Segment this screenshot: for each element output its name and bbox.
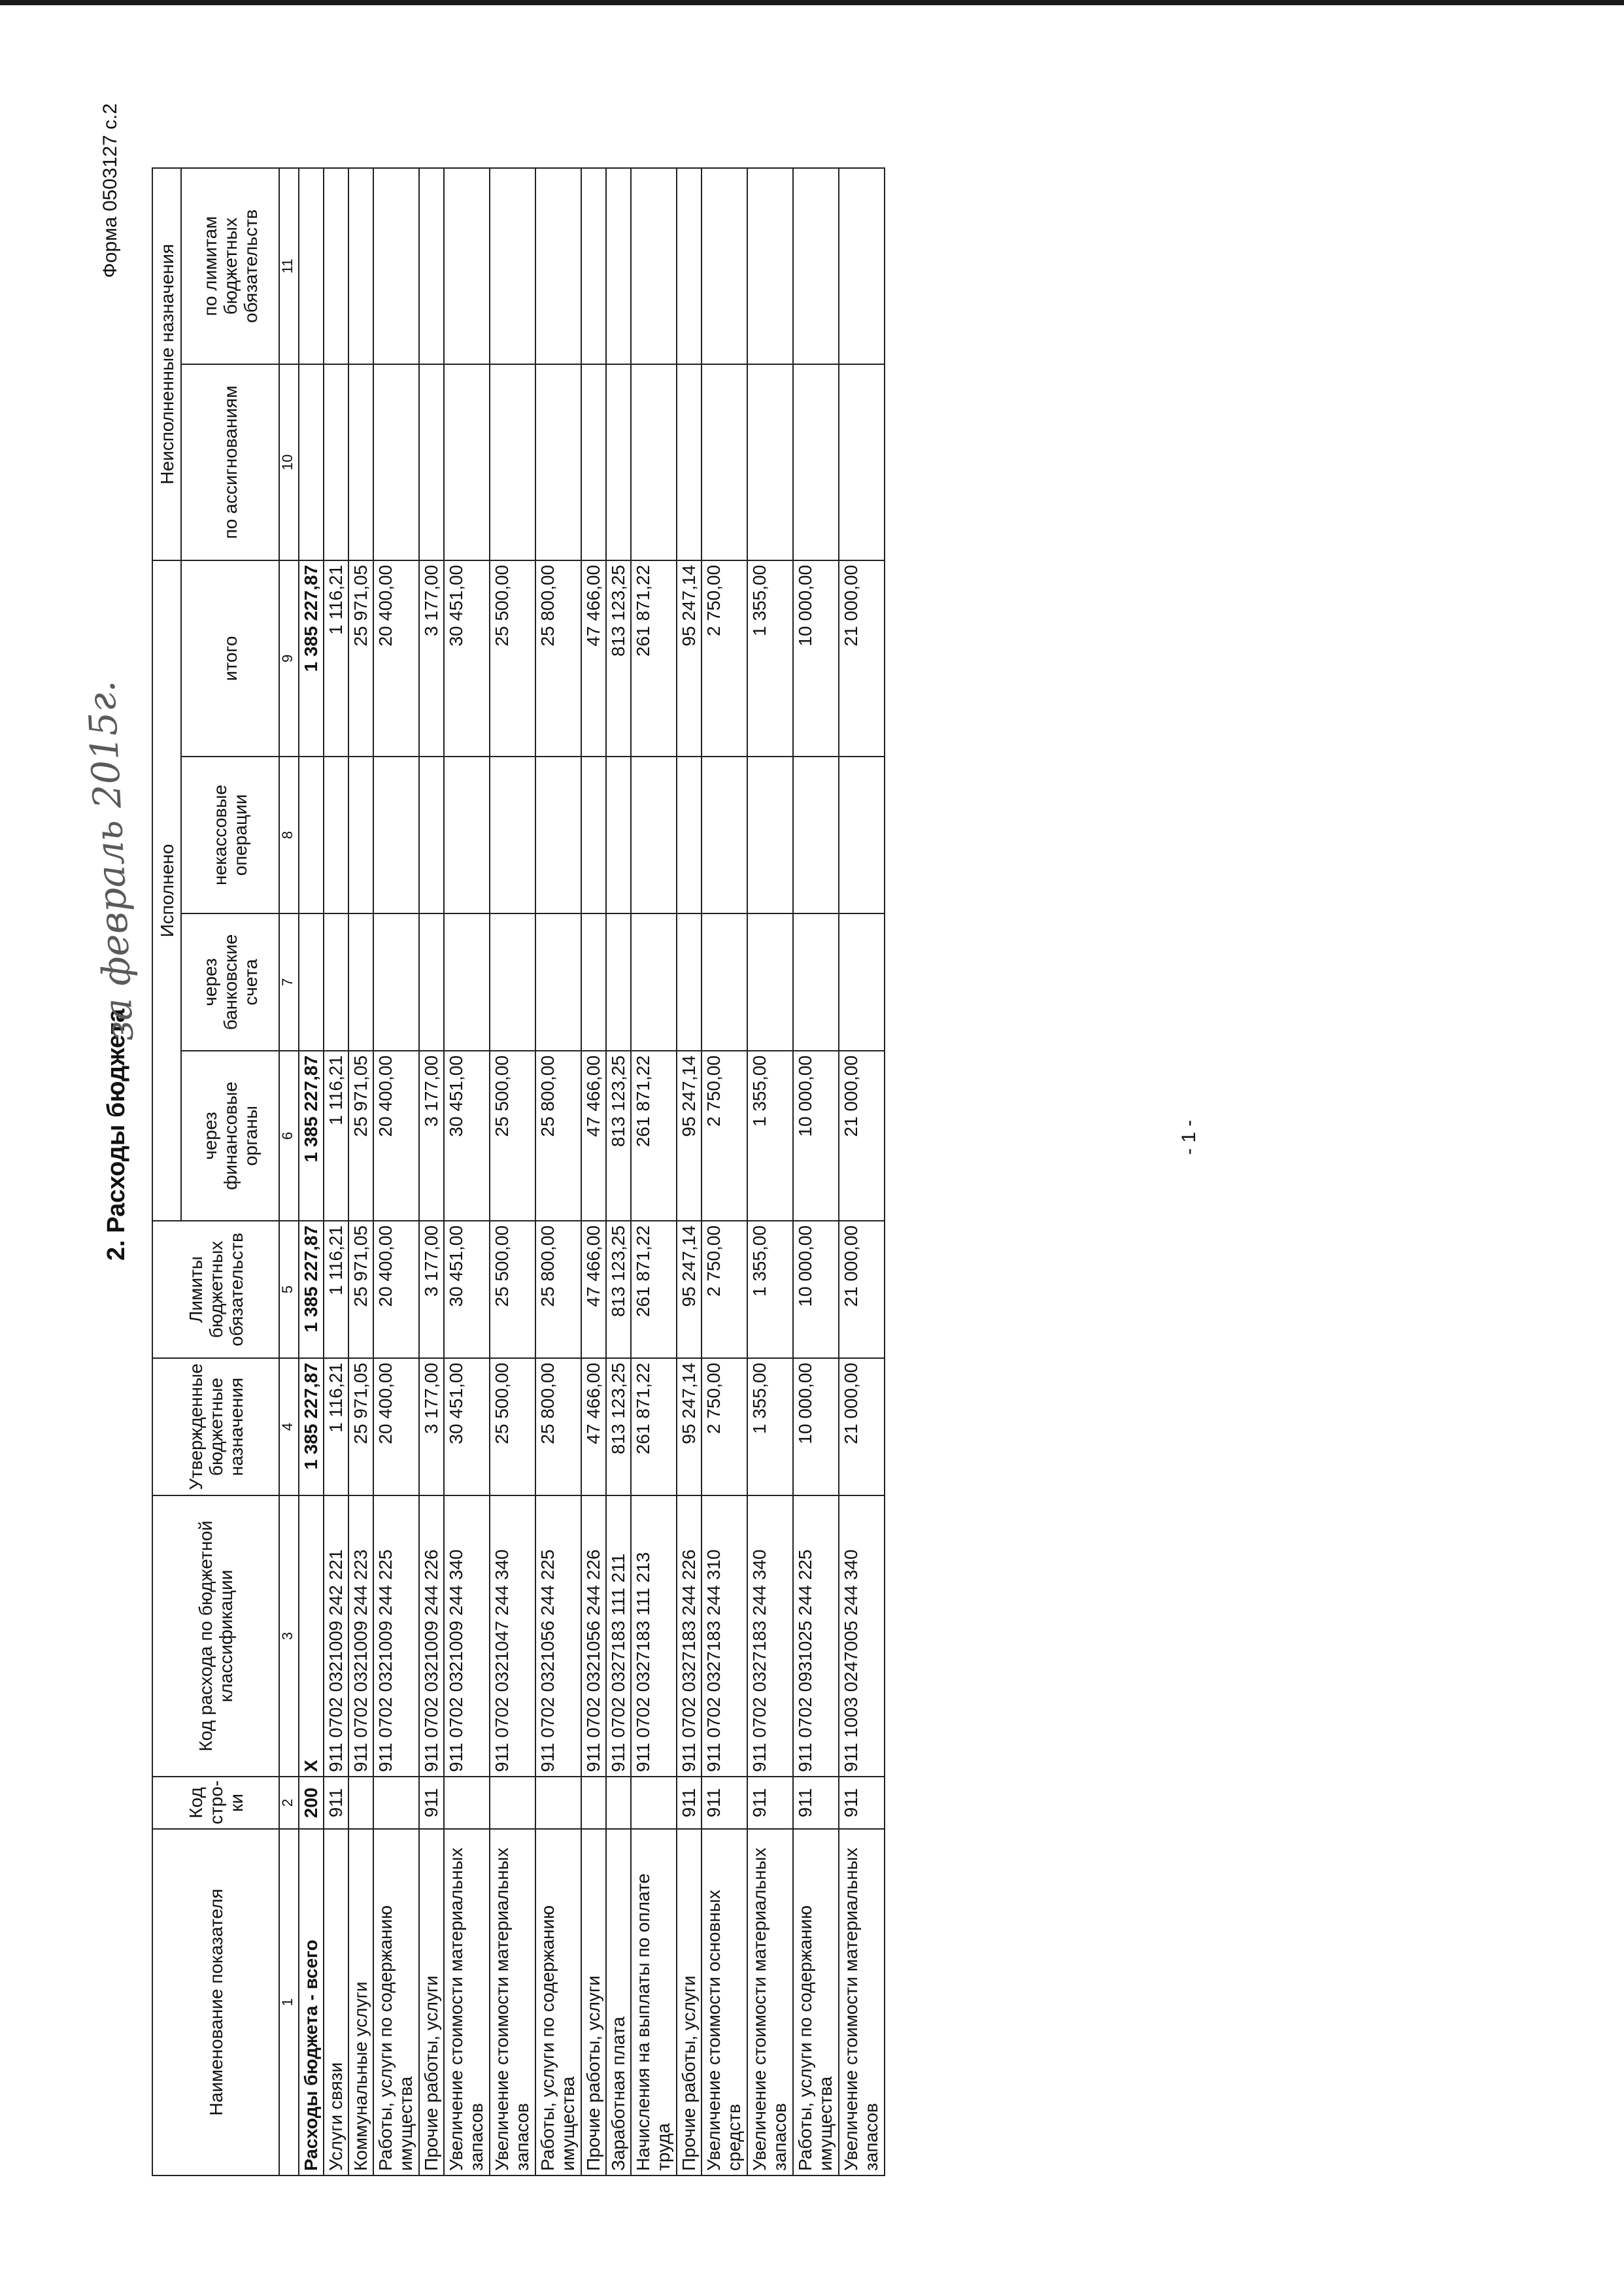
row-line-code (606, 1777, 631, 1829)
column-number-row (279, 168, 299, 2175)
row-by-limits (581, 168, 606, 364)
row-name: Увеличение стоимости основных средств (702, 1829, 747, 2175)
row-by-assignments (490, 364, 535, 560)
row-via-bank (606, 913, 631, 1051)
row-noncash (324, 757, 348, 913)
row-approved: 813 123,25 (606, 1358, 631, 1495)
row-total: 25 800,00 (535, 560, 581, 757)
row-total: 3 177,00 (419, 560, 444, 757)
row-via-bank (793, 913, 839, 1051)
row-approved: 3 177,00 (419, 1358, 444, 1495)
row-name: Услуги связи (324, 1829, 348, 2175)
handwritten-note: за февраль 2015г. (78, 679, 143, 1043)
row-classification-code: X (299, 1495, 324, 1777)
row-total: 30 451,00 (444, 560, 490, 757)
table-row (839, 168, 885, 2175)
row-classification-code: 911 0702 0321009 242 221 (324, 1495, 348, 1777)
header-by-assignments: по ассигнованиям (181, 364, 279, 560)
row-name: Прочие работы, услуги (581, 1829, 606, 2175)
row-name: Увеличение стоимости материальных запасов (839, 1829, 885, 2175)
row-limits: 1 355,00 (747, 1221, 793, 1358)
row-by-assignments (793, 364, 839, 560)
row-by-assignments (373, 364, 419, 560)
row-limits: 20 400,00 (373, 1221, 419, 1358)
row-by-limits (348, 168, 373, 364)
table-row (373, 168, 419, 2175)
row-via-bank (373, 913, 419, 1051)
header-unexecuted-group: Неисполненные назначения (152, 168, 181, 560)
column-number: 2 (279, 1777, 299, 1829)
row-noncash (348, 757, 373, 913)
row-name: Заработная плата (606, 1829, 631, 2175)
row-total: 261 871,22 (631, 560, 677, 757)
row-noncash (839, 757, 885, 913)
row-approved: 95 247,14 (677, 1358, 702, 1495)
row-via-bank (299, 913, 324, 1051)
row-via-fin: 1 385 227,87 (299, 1051, 324, 1221)
row-via-bank (490, 913, 535, 1051)
row-total: 1 385 227,87 (299, 560, 324, 757)
table-row (702, 168, 747, 2175)
row-name: Начисления на выплаты по оплате труда (631, 1829, 677, 2175)
row-noncash (299, 757, 324, 913)
row-via-fin: 1 116,21 (324, 1051, 348, 1221)
row-limits: 21 000,00 (839, 1221, 885, 1358)
table-row (631, 168, 677, 2175)
row-limits: 261 871,22 (631, 1221, 677, 1358)
row-via-fin: 30 451,00 (444, 1051, 490, 1221)
row-by-limits (747, 168, 793, 364)
row-total: 10 000,00 (793, 560, 839, 757)
row-name: Увеличение стоимости материальных запасов (747, 1829, 793, 2175)
row-by-assignments (631, 364, 677, 560)
row-limits: 10 000,00 (793, 1221, 839, 1358)
table-row (490, 168, 535, 2175)
row-line-code: 911 (702, 1777, 747, 1829)
table-row (793, 168, 839, 2175)
row-limits: 25 500,00 (490, 1221, 535, 1358)
row-line-code: 200 (299, 1777, 324, 1829)
row-classification-code: 911 0702 0321009 244 223 (348, 1495, 373, 1777)
row-name: Работы, услуги по содержанию имущества (793, 1829, 839, 2175)
row-total: 2 750,00 (702, 560, 747, 757)
header-noncash: некассовые операции (181, 757, 279, 913)
row-via-fin: 10 000,00 (793, 1051, 839, 1221)
header-via-fin: через финансовые органы (181, 1051, 279, 1221)
row-noncash (677, 757, 702, 913)
row-by-limits (677, 168, 702, 364)
row-by-limits (839, 168, 885, 364)
row-via-bank (677, 913, 702, 1051)
row-approved: 20 400,00 (373, 1358, 419, 1495)
header-via-bank: через банковские счета (181, 913, 279, 1051)
row-via-fin: 21 000,00 (839, 1051, 885, 1221)
row-via-bank (839, 913, 885, 1051)
row-classification-code: 911 0702 0321009 244 225 (373, 1495, 419, 1777)
row-by-assignments (299, 364, 324, 560)
row-classification-code: 911 0702 0327183 111 213 (631, 1495, 677, 1777)
table-row (606, 168, 631, 2175)
row-via-bank (348, 913, 373, 1051)
header-by-limits: по лимитам бюджетных обязательств (181, 168, 279, 364)
table-row (444, 168, 490, 2175)
row-name: Работы, услуги по содержанию имущества (373, 1829, 419, 2175)
row-line-code: 911 (793, 1777, 839, 1829)
row-via-fin: 25 971,05 (348, 1051, 373, 1221)
rotated-page (76, 64, 1548, 2222)
row-limits: 47 466,00 (581, 1221, 606, 1358)
row-via-bank (444, 913, 490, 1051)
header-executed-group: Исполнено (152, 560, 181, 1221)
scan-top-border (0, 0, 1624, 5)
row-via-bank (702, 913, 747, 1051)
column-number: 5 (279, 1221, 299, 1358)
row-via-fin: 261 871,22 (631, 1051, 677, 1221)
row-noncash (581, 757, 606, 913)
row-classification-code: 911 0702 0931025 244 225 (793, 1495, 839, 1777)
row-via-fin: 1 355,00 (747, 1051, 793, 1221)
table-row (419, 168, 444, 2175)
row-total: 1 355,00 (747, 560, 793, 757)
column-number: 7 (279, 913, 299, 1051)
row-via-bank (631, 913, 677, 1051)
row-approved: 30 451,00 (444, 1358, 490, 1495)
row-limits: 25 971,05 (348, 1221, 373, 1358)
row-via-fin: 813 123,25 (606, 1051, 631, 1221)
page-number: - 1 - (1178, 1119, 1200, 1155)
table-row-total (299, 168, 324, 2175)
row-name: Расходы бюджета - всего (299, 1829, 324, 2175)
header-limits: Лимиты бюджетных обязательств (152, 1221, 279, 1358)
row-by-assignments (444, 364, 490, 560)
row-name: Увеличение стоимости материальных запасов (444, 1829, 490, 2175)
row-by-assignments (535, 364, 581, 560)
row-by-assignments (677, 364, 702, 560)
row-via-bank (419, 913, 444, 1051)
column-number: 6 (279, 1051, 299, 1221)
header-approved: Утвержденные бюджетные назначения (152, 1358, 279, 1495)
row-limits: 95 247,14 (677, 1221, 702, 1358)
row-limits: 1 385 227,87 (299, 1221, 324, 1358)
column-number: 8 (279, 757, 299, 913)
table-row (348, 168, 373, 2175)
row-line-code: 911 (839, 1777, 885, 1829)
row-via-fin: 2 750,00 (702, 1051, 747, 1221)
row-via-bank (747, 913, 793, 1051)
row-classification-code: 911 0702 0321056 244 225 (535, 1495, 581, 1777)
header-total: итого (181, 560, 279, 757)
row-classification-code: 911 0702 0327183 111 211 (606, 1495, 631, 1777)
row-via-fin: 20 400,00 (373, 1051, 419, 1221)
row-classification-code: 911 1003 0247005 244 340 (839, 1495, 885, 1777)
row-noncash (747, 757, 793, 913)
row-approved: 1 116,21 (324, 1358, 348, 1495)
row-by-limits (631, 168, 677, 364)
row-line-code (444, 1777, 490, 1829)
row-approved: 261 871,22 (631, 1358, 677, 1495)
row-approved: 47 466,00 (581, 1358, 606, 1495)
row-noncash (606, 757, 631, 913)
section-title: 2. Расходы бюджета (103, 1008, 130, 1261)
row-name: Прочие работы, услуги (677, 1829, 702, 2175)
column-number: 4 (279, 1358, 299, 1495)
row-via-bank (535, 913, 581, 1051)
row-classification-code: 911 0702 0321009 244 226 (419, 1495, 444, 1777)
row-total: 47 466,00 (581, 560, 606, 757)
column-number: 10 (279, 364, 299, 560)
row-noncash (490, 757, 535, 913)
row-classification-code: 911 0702 0327183 244 226 (677, 1495, 702, 1777)
row-by-limits (419, 168, 444, 364)
header-classification-code: Код расхода по бюджетной классификации (152, 1495, 279, 1777)
row-name: Коммунальные услуги (348, 1829, 373, 2175)
row-name: Работы, услуги по содержанию имущества (535, 1829, 581, 2175)
row-by-assignments (702, 364, 747, 560)
row-line-code (631, 1777, 677, 1829)
row-classification-code: 911 0702 0327183 244 310 (702, 1495, 747, 1777)
row-total: 25 500,00 (490, 560, 535, 757)
row-approved: 25 971,05 (348, 1358, 373, 1495)
column-number: 9 (279, 560, 299, 757)
row-noncash (631, 757, 677, 913)
row-noncash (444, 757, 490, 913)
row-total: 95 247,14 (677, 560, 702, 757)
row-by-limits (299, 168, 324, 364)
row-line-code (581, 1777, 606, 1829)
row-total: 25 971,05 (348, 560, 373, 757)
row-approved: 1 355,00 (747, 1358, 793, 1495)
row-limits: 813 123,25 (606, 1221, 631, 1358)
row-line-code (348, 1777, 373, 1829)
row-by-assignments (581, 364, 606, 560)
row-line-code (373, 1777, 419, 1829)
row-approved: 25 800,00 (535, 1358, 581, 1495)
table-row (677, 168, 702, 2175)
row-via-fin: 25 500,00 (490, 1051, 535, 1221)
row-classification-code: 911 0702 0321047 244 340 (490, 1495, 535, 1777)
row-noncash (373, 757, 419, 913)
row-approved: 10 000,00 (793, 1358, 839, 1495)
row-limits: 25 800,00 (535, 1221, 581, 1358)
row-classification-code: 911 0702 0321056 244 226 (581, 1495, 606, 1777)
row-by-assignments (747, 364, 793, 560)
row-name: Увеличение стоимости материальных запасов (490, 1829, 535, 2175)
table-body (279, 168, 885, 2175)
row-by-limits (324, 168, 348, 364)
row-by-assignments (324, 364, 348, 560)
row-by-limits (793, 168, 839, 364)
row-by-assignments (606, 364, 631, 560)
row-by-limits (373, 168, 419, 364)
row-via-bank (324, 913, 348, 1051)
row-by-limits (444, 168, 490, 364)
table-row (324, 168, 348, 2175)
row-noncash (702, 757, 747, 913)
row-approved: 1 385 227,87 (299, 1358, 324, 1495)
row-by-assignments (419, 364, 444, 560)
row-via-fin: 47 466,00 (581, 1051, 606, 1221)
column-number: 1 (279, 1829, 299, 2175)
row-via-bank (581, 913, 606, 1051)
row-line-code: 911 (324, 1777, 348, 1829)
table-row (535, 168, 581, 2175)
row-limits: 3 177,00 (419, 1221, 444, 1358)
budget-expenses-table (152, 167, 885, 2176)
table-row (747, 168, 793, 2175)
row-limits: 30 451,00 (444, 1221, 490, 1358)
row-by-limits (606, 168, 631, 364)
row-by-limits (535, 168, 581, 364)
row-via-fin: 25 800,00 (535, 1051, 581, 1221)
row-line-code: 911 (747, 1777, 793, 1829)
column-number: 11 (279, 168, 299, 364)
row-by-limits (702, 168, 747, 364)
form-code: Форма 0503127 с.2 (99, 103, 121, 278)
table-row (581, 168, 606, 2175)
row-line-code: 911 (677, 1777, 702, 1829)
row-line-code: 911 (419, 1777, 444, 1829)
row-by-limits (490, 168, 535, 364)
header-name: Наименование показателя (152, 1829, 279, 2175)
row-by-assignments (839, 364, 885, 560)
row-approved: 25 500,00 (490, 1358, 535, 1495)
column-number: 3 (279, 1495, 299, 1777)
row-noncash (793, 757, 839, 913)
row-noncash (419, 757, 444, 913)
row-name: Прочие работы, услуги (419, 1829, 444, 2175)
row-via-fin: 3 177,00 (419, 1051, 444, 1221)
row-line-code (535, 1777, 581, 1829)
row-total: 21 000,00 (839, 560, 885, 757)
row-total: 813 123,25 (606, 560, 631, 757)
row-total: 20 400,00 (373, 560, 419, 757)
row-classification-code: 911 0702 0321009 244 340 (444, 1495, 490, 1777)
row-by-assignments (348, 364, 373, 560)
row-approved: 21 000,00 (839, 1358, 885, 1495)
row-limits: 2 750,00 (702, 1221, 747, 1358)
row-line-code (490, 1777, 535, 1829)
header-line-code: Код стро-ки (152, 1777, 279, 1829)
row-approved: 2 750,00 (702, 1358, 747, 1495)
row-total: 1 116,21 (324, 560, 348, 757)
row-noncash (535, 757, 581, 913)
row-limits: 1 116,21 (324, 1221, 348, 1358)
row-via-fin: 95 247,14 (677, 1051, 702, 1221)
row-classification-code: 911 0702 0327183 244 340 (747, 1495, 793, 1777)
